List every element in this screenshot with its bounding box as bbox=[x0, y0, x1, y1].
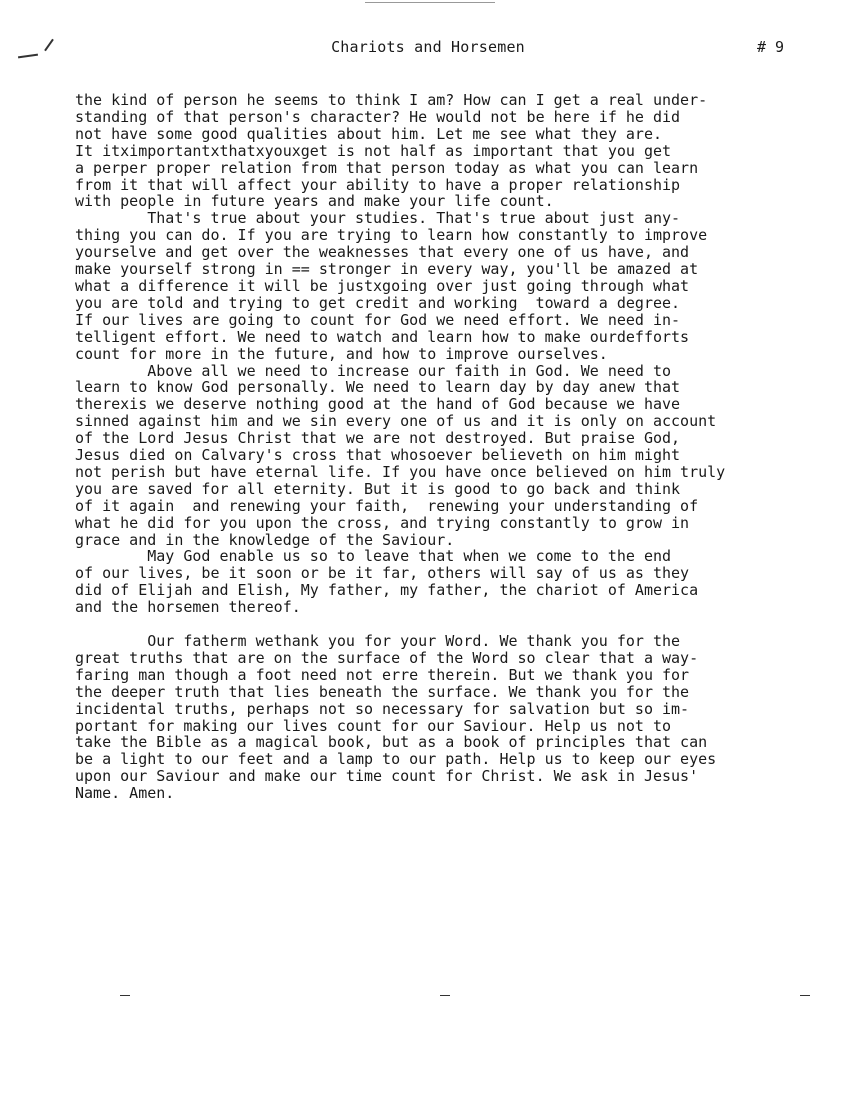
text-line: what a difference it will be justxgoing over just going through what bbox=[75, 276, 690, 295]
text-line: portant for making our lives count for our Saviour. Help us not to bbox=[75, 716, 672, 735]
text-line: be a light to our feet and a lamp to our path. Help us to keep our eyes bbox=[75, 750, 717, 769]
text-line: of our lives, be it soon or be it far, others will say of us as they bbox=[75, 564, 690, 583]
text-line: yourselve and get over the weaknesses that every one of us have, and bbox=[75, 243, 690, 262]
scan-artifact bbox=[800, 995, 810, 996]
text-line: the kind of person he seems to think I am? How can I get a real under- bbox=[75, 91, 708, 109]
text-line: not have some good qualities about him. Let me see what they are. bbox=[75, 124, 662, 143]
text-line: May God enable us so to leave that when we come to the end bbox=[75, 547, 672, 566]
text-line: sinned against him and we sin every one of us and it is only on account bbox=[75, 412, 717, 431]
text-line: a perper proper relation from that person today as what you can learn bbox=[75, 158, 699, 177]
text-line: Our fatherm wethank you for your Word. We thank you for the bbox=[75, 632, 681, 650]
text-line: great truths that are on the surface of the Word so clear that a way- bbox=[75, 648, 699, 667]
body-text bbox=[75, 92, 835, 802]
text-line: of the Lord Jesus Christ that we are not destroyed. But praise God, bbox=[75, 429, 681, 448]
text-line: Above all we need to increase our faith in God. We need to bbox=[75, 361, 672, 380]
text-line: make yourself strong in == stronger in every way, you'll be amazed at bbox=[75, 260, 699, 279]
text-line: That's true about your studies. That's true about just any- bbox=[75, 209, 681, 228]
text-line: you are saved for all eternity. But it is good to go back and think bbox=[75, 479, 681, 498]
text-line: Jesus died on Calvary's cross that whosoever believeth on him might bbox=[75, 446, 681, 465]
text-line: thing you can do. If you are trying to learn how constantly to improve bbox=[75, 226, 708, 245]
text-line: If our lives are going to count for God we need effort. We need in- bbox=[75, 310, 681, 329]
text-line: telligent effort. We need to watch and learn how to make ourdefforts bbox=[75, 327, 690, 346]
text-line bbox=[75, 616, 835, 633]
text-line: therexis we deserve nothing good at the hand of God because we have bbox=[75, 395, 681, 414]
scan-artifact-top bbox=[365, 2, 495, 3]
text-line: what he did for you upon the cross, and trying constantly to grow in bbox=[75, 513, 690, 532]
text-line: did of Elijah and Elish, My father, my father, the chariot of America bbox=[75, 581, 699, 600]
text-line: standing of that person's character? He would not be here if he did bbox=[75, 107, 681, 126]
text-line: and the horsemen thereof. bbox=[75, 598, 301, 617]
text-line: of it again and renewing your faith, renewing your understanding of bbox=[75, 496, 699, 515]
scan-artifact bbox=[440, 995, 450, 996]
page-number: # 9 bbox=[757, 38, 785, 56]
text-line: grace and in the knowledge of the Saviour. bbox=[75, 530, 455, 549]
text-line: from it that will affect your ability to have a proper relationship bbox=[75, 175, 681, 194]
text-line: take the Bible as a magical book, but as a book of principles that can bbox=[75, 733, 708, 752]
text-line: the deeper truth that lies beneath the surface. We thank you for the bbox=[75, 682, 690, 701]
text-line: count for more in the future, and how to improve ourselves. bbox=[75, 344, 608, 363]
text-line: Name. Amen. bbox=[75, 784, 175, 803]
scan-artifact bbox=[120, 995, 130, 996]
text-line: upon our Saviour and make our time count for Christ. We ask in Jesus' bbox=[75, 767, 699, 786]
page-title: Chariots and Horsemen bbox=[331, 38, 525, 56]
text-line: you are told and trying to get credit and working toward a degree. bbox=[75, 293, 681, 312]
text-line: It itximportantxthatxyouxget is not half as important that you get bbox=[75, 141, 672, 160]
text-line: faring man though a foot need not erre therein. But we thank you for bbox=[75, 665, 690, 684]
text-line: incidental truths, perhaps not so necessary for salvation but so im- bbox=[75, 699, 690, 718]
text-line: not perish but have eternal life. If you have once believed on him truly bbox=[75, 462, 726, 481]
text-line: with people in future years and make your life count. bbox=[75, 192, 554, 211]
text-line: learn to know God personally. We need to learn day by day anew that bbox=[75, 378, 681, 397]
